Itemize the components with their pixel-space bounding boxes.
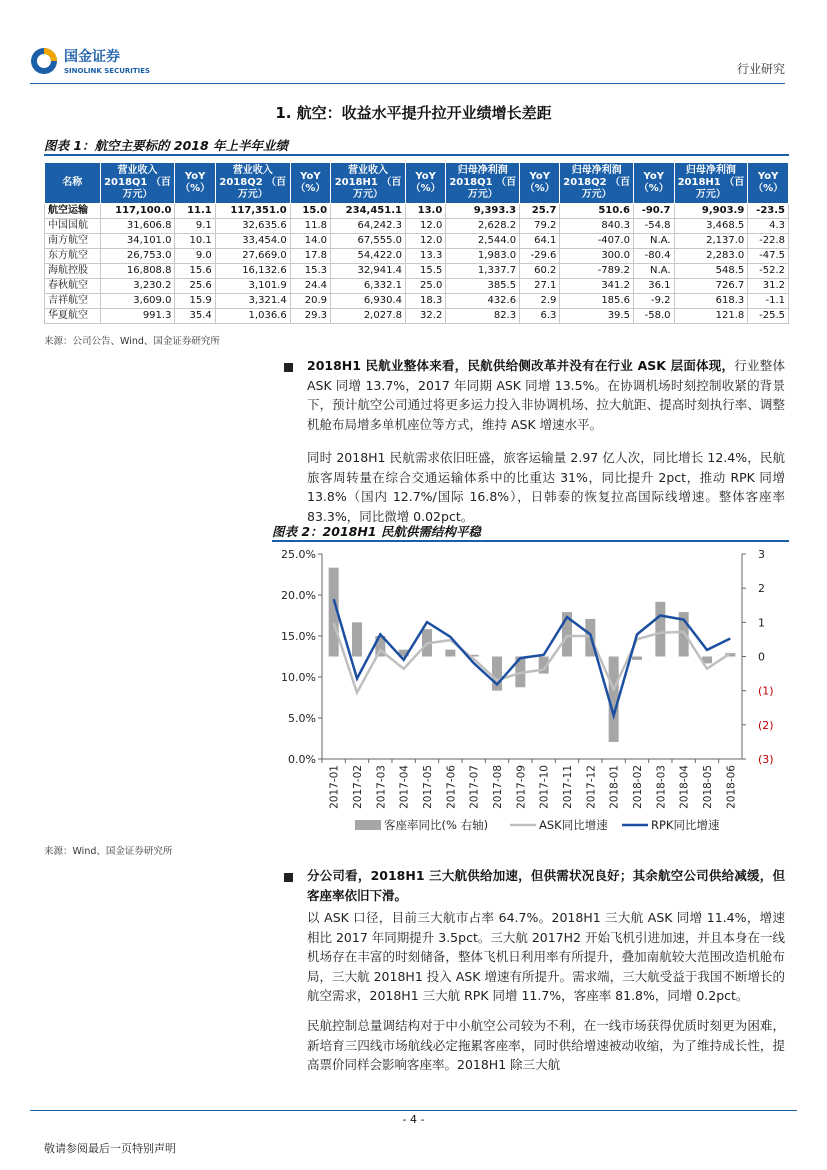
x-tick-label: 2018-05	[702, 765, 714, 809]
value-cell: 20.9	[290, 294, 330, 309]
value-cell: N.A.	[633, 234, 674, 249]
value-cell: -47.5	[748, 249, 789, 264]
value-cell: 9,903.9	[674, 204, 748, 219]
value-cell: 9,393.3	[446, 204, 520, 219]
paragraph-airlines-lead: 分公司看，2018H1 三大航供给加速，但供需状况良好；其余航空公司供给减缓，但客座率依旧下滑。	[307, 868, 785, 903]
value-cell: 31,606.8	[100, 219, 175, 234]
value-cell: 991.3	[100, 309, 175, 324]
paragraph-small-airlines: 民航控制总量调结构对于中小航空公司较为不利，在一线市场获得优质时刻更为困难，新培育三四线市场航线必定拖累客座率，同时供给增速被动收缩，为了维持成长性，提高票价同样会影响客座率。2018H1 除三大航	[307, 1018, 785, 1072]
value-cell: 35.4	[175, 309, 215, 324]
right-tick-label: 1	[758, 616, 765, 630]
value-cell: 3,230.2	[100, 279, 175, 294]
table-header-cell: YoY （%）	[405, 163, 445, 204]
value-cell: 15.0	[290, 204, 330, 219]
value-cell: -58.0	[633, 309, 674, 324]
value-cell: 82.3	[446, 309, 520, 324]
x-tick-label: 2017-04	[398, 765, 411, 809]
value-cell: -90.7	[633, 204, 674, 219]
value-cell: 117,351.0	[215, 204, 290, 219]
legend-label: ASK同比增速	[539, 818, 608, 832]
value-cell: 16,132.6	[215, 264, 290, 279]
value-cell: 13.3	[405, 249, 445, 264]
value-cell: 510.6	[560, 204, 634, 219]
table-row	[45, 294, 789, 309]
value-cell: 2,628.2	[446, 219, 520, 234]
x-tick-label: 2017-06	[445, 765, 458, 809]
right-tick-label: (2)	[758, 718, 774, 732]
value-cell: 3,468.5	[674, 219, 748, 234]
value-cell: -25.5	[748, 309, 789, 324]
x-tick-label: 2018-01	[608, 765, 621, 809]
value-cell: 341.2	[560, 279, 634, 294]
value-cell: 185.6	[560, 294, 634, 309]
x-tick-label: 2018-03	[655, 765, 668, 809]
value-cell: 36.1	[633, 279, 674, 294]
value-cell: 12.0	[405, 234, 445, 249]
value-cell: 3,321.4	[215, 294, 290, 309]
airline-name-cell: 东方航空	[45, 249, 101, 264]
value-cell: 79.2	[520, 219, 560, 234]
value-cell: -80.4	[633, 249, 674, 264]
figure1-rule	[44, 154, 789, 156]
bullet-icon	[284, 873, 293, 882]
value-cell: -52.2	[748, 264, 789, 279]
table-row	[45, 234, 789, 249]
airline-name-cell: 春秋航空	[45, 279, 101, 294]
value-cell: 11.8	[290, 219, 330, 234]
figure2-rule	[272, 540, 789, 542]
right-tick-label: 3	[758, 548, 765, 561]
left-tick-label: 0.0%	[288, 753, 316, 766]
section-title: 1. 航空：收益水平提升拉开业绩增长差距	[275, 104, 552, 122]
value-cell: 33,454.0	[215, 234, 290, 249]
value-cell: 12.0	[405, 219, 445, 234]
value-cell: 15.9	[175, 294, 215, 309]
value-cell: 17.8	[290, 249, 330, 264]
value-cell: 3,609.0	[100, 294, 175, 309]
value-cell: 67,555.0	[331, 234, 406, 249]
airline-name-cell: 航空运输	[45, 204, 101, 219]
table-row	[45, 279, 789, 294]
report-category: 行业研究	[736, 62, 785, 76]
table-header-cell: YoY （%）	[520, 163, 560, 204]
performance-table	[44, 162, 789, 324]
right-tick-label: 0	[758, 650, 765, 664]
value-cell: 39.5	[560, 309, 634, 324]
value-cell: 2,283.0	[674, 249, 748, 264]
bullet-icon	[284, 363, 293, 372]
value-cell: 2.9	[520, 294, 560, 309]
right-tick-label: (3)	[758, 753, 774, 766]
footer-divider	[30, 1110, 797, 1111]
value-cell: 840.3	[560, 219, 634, 234]
table-header-cell: 归母净利润 2018Q2 （百万元）	[560, 163, 634, 204]
value-cell: 11.1	[175, 204, 215, 219]
table-row	[45, 204, 789, 219]
paragraph-demand: 同时 2018H1 民航需求依旧旺盛，旅客运输量 2.97 亿人次，同比增长 12.4%，民航旅客周转量在综合交通运输体系中的比重达 31%，同比提升 2pct，推动 RPK 同增 13.8%（国内 12.7%/国际 16.8%），日韩泰的恢复拉高国际线增速。整体客座率 83.3%，同比微增 0.02pct。	[307, 450, 785, 524]
value-cell: 60.2	[520, 264, 560, 279]
table-header-cell: 归母净利润 2018H1 （百万元）	[674, 163, 748, 204]
table-header-cell: YoY （%）	[748, 163, 789, 204]
value-cell: 4.3	[748, 219, 789, 234]
x-tick-label: 2017-08	[492, 765, 504, 809]
value-cell: 29.3	[290, 309, 330, 324]
left-tick-label: 10.0%	[281, 671, 316, 684]
airline-name-cell: 中国国航	[45, 219, 101, 234]
paragraph-industry	[307, 356, 785, 434]
value-cell: -9.2	[633, 294, 674, 309]
value-cell: 3,101.9	[215, 279, 290, 294]
value-cell: 6,332.1	[331, 279, 406, 294]
value-cell: 64.1	[520, 234, 560, 249]
load-factor-bar	[445, 650, 455, 657]
value-cell: 25.0	[405, 279, 445, 294]
value-cell: 6,930.4	[331, 294, 406, 309]
table-header-cell: 名称	[45, 163, 101, 204]
value-cell: 6.3	[520, 309, 560, 324]
table-row	[45, 249, 789, 264]
value-cell: 18.3	[405, 294, 445, 309]
left-tick-label: 15.0%	[281, 630, 316, 643]
x-tick-label: 2017-01	[328, 765, 341, 809]
value-cell: 34,101.0	[100, 234, 175, 249]
x-tick-label: 2018-06	[725, 765, 738, 809]
header-divider	[30, 83, 785, 84]
left-tick-label: 25.0%	[281, 548, 316, 561]
paragraph-industry-body: 行业整体 ASK 同增 13.7%，2017 年同期 ASK 同增 13.5%。在协调机场时刻控制收紧的背景下，预计航空公司通过将更多运力投入非协调机场、拉大航距、提高时刻执行率、调整机舱布局增多单机座位等方式，维持 ASK 增速水平。	[307, 358, 785, 432]
legend-bar-swatch	[355, 820, 381, 830]
table-header-cell: 营业收入 2018H1 （百万元）	[331, 163, 406, 204]
value-cell: 618.3	[674, 294, 748, 309]
table-header-cell: YoY （%）	[290, 163, 330, 204]
value-cell: 15.5	[405, 264, 445, 279]
x-tick-label: 2017-03	[375, 765, 388, 809]
paragraph-big-three: 以 ASK 口径，目前三大航市占率 64.7%。2018H1 三大航 ASK 同增 11.4%，增速相比 2017 年同期提升 3.5pct。三大航 2017H2 开始飞机引进加速，并且本身在一线机场存在丰富的时刻储备，整体飞机日利用率有所提升，叠加南航较大范围改造机舱布局，三大航 2018H1 投入 ASK 增速有所提升。需求端，三大航受益于我国不断增长的航空需求，2018H1 三大航 RPK 同增 11.7%，客座率 81.8%，同增 0.2pct。	[307, 910, 785, 1003]
value-cell: 13.0	[405, 204, 445, 219]
table-row	[45, 219, 789, 234]
left-tick-label: 20.0%	[281, 589, 316, 602]
load-factor-bar	[655, 602, 665, 657]
value-cell: 25.6	[175, 279, 215, 294]
x-tick-label: 2017-07	[468, 765, 481, 809]
value-cell: -29.6	[520, 249, 560, 264]
figure1-source: 来源：公司公告、Wind、国金证券研究所	[44, 336, 220, 347]
value-cell: 15.6	[175, 264, 215, 279]
value-cell: -407.0	[560, 234, 634, 249]
value-cell: 2,544.0	[446, 234, 520, 249]
value-cell: 27,669.0	[215, 249, 290, 264]
value-cell: 10.1	[175, 234, 215, 249]
value-cell: 300.0	[560, 249, 634, 264]
value-cell: 25.7	[520, 204, 560, 219]
page-number: - 4 -	[402, 1113, 425, 1126]
airline-name-cell: 南方航空	[45, 234, 101, 249]
table-header-cell: 营业收入 2018Q1 （百万元）	[100, 163, 175, 204]
x-tick-label: 2017-10	[538, 765, 551, 809]
value-cell: -789.2	[560, 264, 634, 279]
value-cell: 121.8	[674, 309, 748, 324]
figure2-title: 图表 2：2018H1 民航供需结构平稳	[272, 524, 481, 539]
value-cell: N.A.	[633, 264, 674, 279]
disclaimer-note: 敬请参阅最后一页特别声明	[44, 1142, 176, 1155]
airline-name-cell: 吉祥航空	[45, 294, 101, 309]
value-cell: 2,027.8	[331, 309, 406, 324]
supply-demand-chart	[272, 544, 792, 840]
value-cell: 32,635.6	[215, 219, 290, 234]
x-tick-label: 2017-05	[422, 765, 434, 809]
value-cell: 9.1	[175, 219, 215, 234]
value-cell: 1,983.0	[446, 249, 520, 264]
airline-name-cell: 华夏航空	[45, 309, 101, 324]
right-tick-label: 2	[758, 582, 765, 596]
paragraph-industry-lead: 2018H1 民航业整体来看，民航供给侧改革并没有在行业 ASK 层面体现，	[307, 358, 735, 373]
value-cell: 64,242.3	[331, 219, 406, 234]
table-row	[45, 309, 789, 324]
value-cell: 2,137.0	[674, 234, 748, 249]
company-logo	[30, 44, 160, 82]
x-tick-label: 2017-11	[562, 765, 574, 809]
load-factor-bar	[352, 622, 362, 656]
value-cell: 27.1	[520, 279, 560, 294]
logo-en: SINOLINK SECURITIES	[64, 67, 151, 75]
x-tick-label: 2017-12	[585, 765, 598, 809]
table-row	[45, 264, 789, 279]
x-tick-label: 2017-09	[515, 765, 528, 809]
x-tick-label: 2018-04	[678, 765, 691, 809]
value-cell: -23.5	[748, 204, 789, 219]
value-cell: 1,036.6	[215, 309, 290, 324]
value-cell: 32.2	[405, 309, 445, 324]
value-cell: 14.0	[290, 234, 330, 249]
figure1-title: 图表 1：航空主要标的 2018 年上半年业绩	[44, 138, 289, 153]
table-header-row	[45, 163, 789, 204]
rpk-growth-line	[334, 599, 731, 715]
value-cell: 385.5	[446, 279, 520, 294]
value-cell: -22.8	[748, 234, 789, 249]
paragraph-airlines	[307, 866, 785, 905]
x-tick-label: 2017-02	[352, 765, 364, 809]
table-header-cell: YoY （%）	[633, 163, 674, 204]
value-cell: 31.2	[748, 279, 789, 294]
x-tick-label: 2018-02	[632, 765, 644, 809]
legend-label: 客座率同比(% 右轴)	[384, 818, 489, 832]
table-header-cell: 归母净利润 2018Q1 （百万元）	[446, 163, 520, 204]
table-header-cell: 营业收入 2018Q2 （百万元）	[215, 163, 290, 204]
value-cell: 548.5	[674, 264, 748, 279]
value-cell: 15.3	[290, 264, 330, 279]
value-cell: 432.6	[446, 294, 520, 309]
value-cell: 9.0	[175, 249, 215, 264]
value-cell: 26,753.0	[100, 249, 175, 264]
logo-cn: 国金证券	[64, 49, 120, 65]
value-cell: 54,422.0	[331, 249, 406, 264]
value-cell: -1.1	[748, 294, 789, 309]
figure2-source: 来源：Wind、国金证券研究所	[44, 846, 173, 857]
value-cell: 24.4	[290, 279, 330, 294]
load-factor-bar	[632, 657, 642, 660]
value-cell: 32,941.4	[331, 264, 406, 279]
legend-label: RPK同比增速	[651, 818, 720, 832]
value-cell: 1,337.7	[446, 264, 520, 279]
airline-name-cell: 海航控股	[45, 264, 101, 279]
value-cell: 726.7	[674, 279, 748, 294]
left-tick-label: 5.0%	[288, 712, 316, 725]
table-header-cell: YoY （%）	[175, 163, 215, 204]
right-tick-label: (1)	[758, 684, 774, 698]
value-cell: 234,451.1	[331, 204, 406, 219]
value-cell: 16,808.8	[100, 264, 175, 279]
value-cell: 117,100.0	[100, 204, 175, 219]
value-cell: -54.8	[633, 219, 674, 234]
